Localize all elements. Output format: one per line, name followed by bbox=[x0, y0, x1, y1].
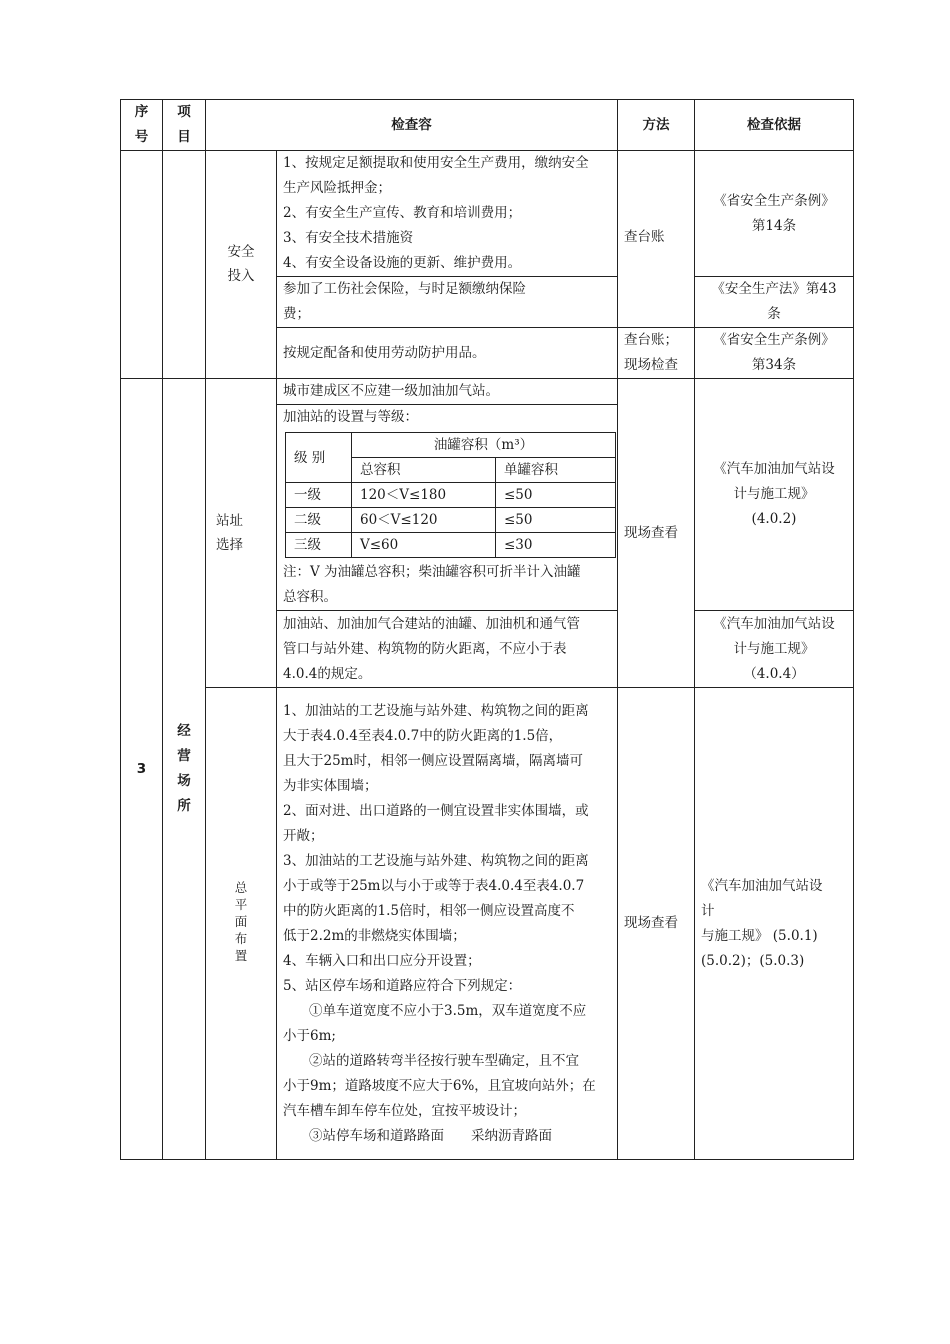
safety-content-2: 参加了工伤社会保险，与时足额缴纳保险 费； bbox=[277, 277, 618, 328]
grade-col-volume: 油罐容积（m³） bbox=[352, 433, 616, 458]
layout-content: 1、加油站的工艺设施与站外建、构筑物之间的距离 大于表4.0.4至表4.0.7中的防火距离的1.5倍， 且大于25m时，相邻一侧应设置隔离墙，隔离墙可 为非实体围墙； 2、面对进、出口道路的一侧宜设置非实体围墙，或 开敞； 3、加油站的工艺设施与站外建、构筑物之间的距离 小于或等于25m以与小于或等于表4.0.4至表4.0.7 中的防火距离的1.5倍时，相邻一侧应设置高度不 低于2.2m的非燃烧实体围墙； 4、车辆入口和出口应分开设置； 5、站区停车场和道路应符合下列规定： ①单车道宽度不应小于3.5m，双车道宽度不应 小于6m; ②站的道路转弯半径按行驶车型确定，且不宜 小于9m；道路坡度不应大于6%，且宜坡向站外；在 汽车槽车卸车停车位处，宜按平坡设计； ③站停车场和道路路面 采纳沥青路面 bbox=[277, 688, 618, 1160]
site-row-1 bbox=[121, 379, 854, 611]
grade-row bbox=[286, 508, 616, 533]
site-sub-item: 站址选择 bbox=[206, 379, 277, 688]
safety-basis-2: 《安全生产法》第43 条 bbox=[695, 277, 854, 328]
layout-row bbox=[121, 688, 854, 1160]
grade-table bbox=[285, 432, 616, 558]
grade-single: ≤50 bbox=[496, 508, 616, 533]
safety-method-3: 查台账； 现场检查 bbox=[618, 328, 695, 379]
safety-content-3: 按规定配备和使用劳动防护用品。 bbox=[277, 328, 618, 379]
site-content-1: 城市建成区不应建一级加油加气站。 加油站的设置与等级： 级 别 油罐容积（m³） 总容积 单罐容积 一级 120＜V≤180 ≤50 二级 60＜V≤120 ≤50 三级 V≤60 ≤30 注：V 为油罐总容积；柴油罐容积可折半计入油罐 总容积。 bbox=[277, 379, 618, 611]
grade-total: 60＜V≤120 bbox=[352, 508, 496, 533]
safety-content-1: 1、按规定足额提取和使用安全生产费用，缴纳安全 生产风险抵押金； 2、有安全生产宣传、教育和培训费用； 3、有安全技术措施资 4、有安全设备设施的更新、维护费用。 bbox=[277, 151, 618, 277]
safety-row-1 bbox=[121, 151, 854, 277]
site-basis-1: 《汽车加油加气站设 计与施工规》 (4.0.2) bbox=[695, 379, 854, 611]
grade-total: V≤60 bbox=[352, 533, 496, 558]
safety-item-cell bbox=[163, 151, 206, 379]
site-method: 现场查看 bbox=[618, 379, 695, 688]
header-item: 项目 bbox=[163, 100, 206, 151]
grade-row bbox=[286, 533, 616, 558]
layout-basis: 《汽车加油加气站设 计 与施工规》 (5.0.1) (5.0.2)；(5.0.3) bbox=[695, 688, 854, 1160]
safety-basis-3: 《省安全生产条例》 第34条 bbox=[695, 328, 854, 379]
grade-single: ≤50 bbox=[496, 483, 616, 508]
group-seq-number: 3 bbox=[121, 379, 163, 1160]
safety-sub-item: 安全投入 bbox=[206, 151, 277, 379]
grade-col-single: 单罐容积 bbox=[496, 458, 616, 483]
header-basis: 检查依据 bbox=[695, 100, 854, 151]
grade-level: 三级 bbox=[286, 533, 352, 558]
grade-col-level: 级 别 bbox=[286, 433, 352, 483]
site-content-2: 加油站、加油加气合建站的油罐、加油机和通气管 管口与站外建、构筑物的防火距离，不应小于表 4.0.4的规定。 bbox=[277, 611, 618, 688]
header-method: 方法 bbox=[618, 100, 695, 151]
header-content: 检查容 bbox=[206, 100, 618, 151]
safety-seq-cell bbox=[121, 151, 163, 379]
layout-method: 现场查看 bbox=[618, 688, 695, 1160]
grade-total: 120＜V≤180 bbox=[352, 483, 496, 508]
grade-col-total: 总容积 bbox=[352, 458, 496, 483]
safety-method-1: 查台账 bbox=[618, 151, 695, 328]
grade-level: 二级 bbox=[286, 508, 352, 533]
header-seq: 序号 bbox=[121, 100, 163, 151]
header-row bbox=[121, 100, 854, 151]
layout-sub-item: 总平面布置 bbox=[206, 688, 277, 1160]
inspection-table bbox=[120, 99, 854, 1160]
grade-row bbox=[286, 483, 616, 508]
safety-basis-1: 《省安全生产条例》 第14条 bbox=[695, 151, 854, 277]
grade-single: ≤30 bbox=[496, 533, 616, 558]
grade-level: 一级 bbox=[286, 483, 352, 508]
site-basis-2: 《汽车加油加气站设 计与施工规》 （4.0.4） bbox=[695, 611, 854, 688]
group-category: 经营场所 bbox=[163, 379, 206, 1160]
